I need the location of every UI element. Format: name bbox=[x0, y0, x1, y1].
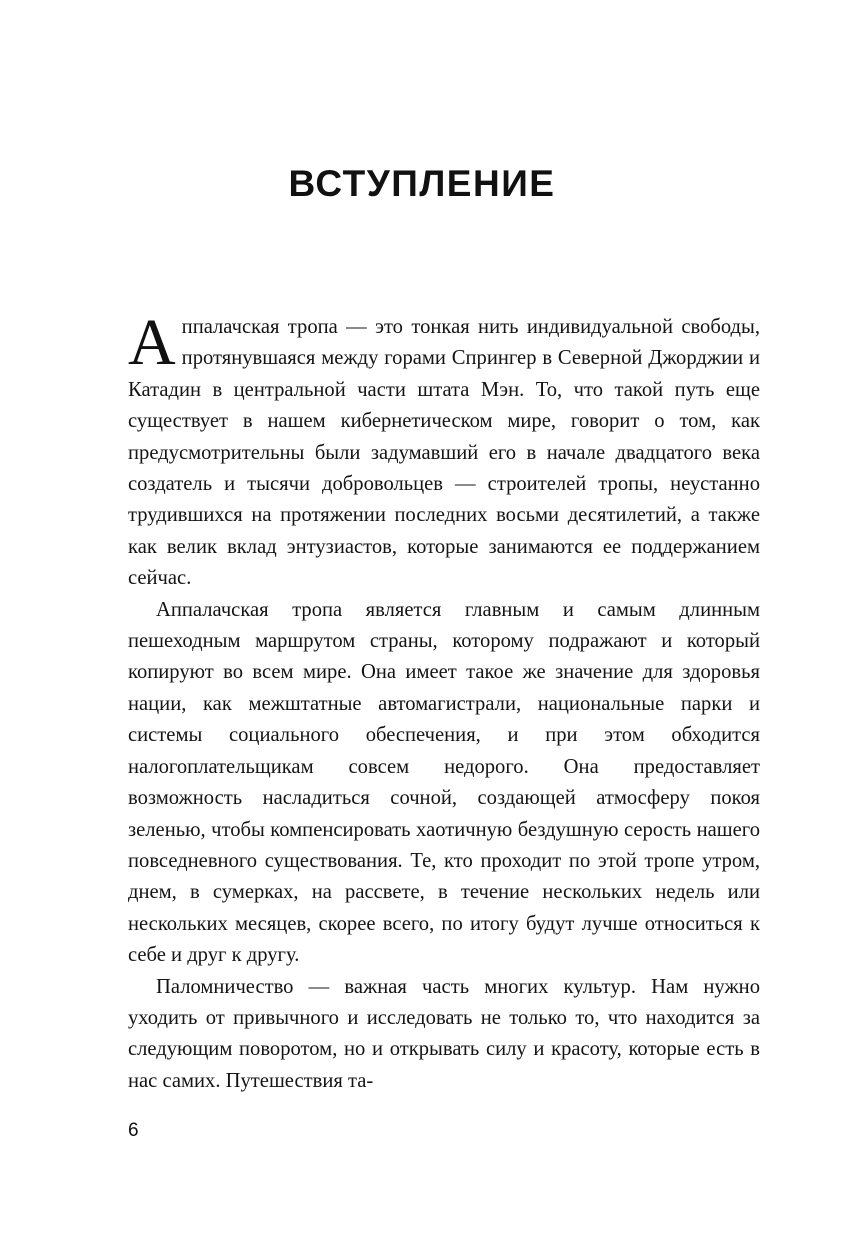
page-number: 6 bbox=[128, 1120, 139, 1141]
page-title: ВСТУПЛЕНИЕ bbox=[288, 162, 556, 204]
body-text bbox=[128, 306, 760, 1097]
paragraph-3: Паломничество — важная часть многих культур. Нам нужно уходить от привычного и исследовать не только то, что находится за следующим поворотом, но и открывать силу и красоту, которые есть в нас самих. Путешествия та- bbox=[128, 975, 760, 1092]
paragraph-1 bbox=[128, 306, 760, 595]
drop-cap: А bbox=[128, 306, 176, 379]
paragraph-1-text: ппалачская тропа — это тонкая нить индивидуальной свободы, протянувшаяся между горами Спрингер в Северной Джорджии и Катадин в центральной части штата Мэн. То, что такой путь еще существует в нашем кибернетическом мире, говорит о том, как предусмотрительны были задумавший его в начале двадцатого века создатель и тысячи добровольцев — строителей тропы, неустанно трудившихся на протяжении последних восьми десятилетий, а также как велик вклад энтузиастов, которые занимаются ее поддержанием сейчас. bbox=[128, 316, 760, 590]
paragraph-2: Аппалачская тропа является главным и самым длинным пешеходным маршрутом страны, которому подражают и который копируют во всем мире. Она имеет такое же значение для здоровья нации, как межштатные автомагистрали, национальные парки и системы социального обеспечения, и при этом обходится налогоплательщикам совсем недорого. Она предоставляет возможность насладиться сочной, создающей атмосферу покоя зеленью, чтобы компенсировать хаотичную бездушную серость нашего повседневного существования. Те, кто проходит по этой тропе утром, днем, в сумерках, на рассвете, в течение нескольких недель или нескольких месяцев, скорее всего, по итогу будут лучше относиться к себе и друг к другу. bbox=[128, 598, 760, 967]
